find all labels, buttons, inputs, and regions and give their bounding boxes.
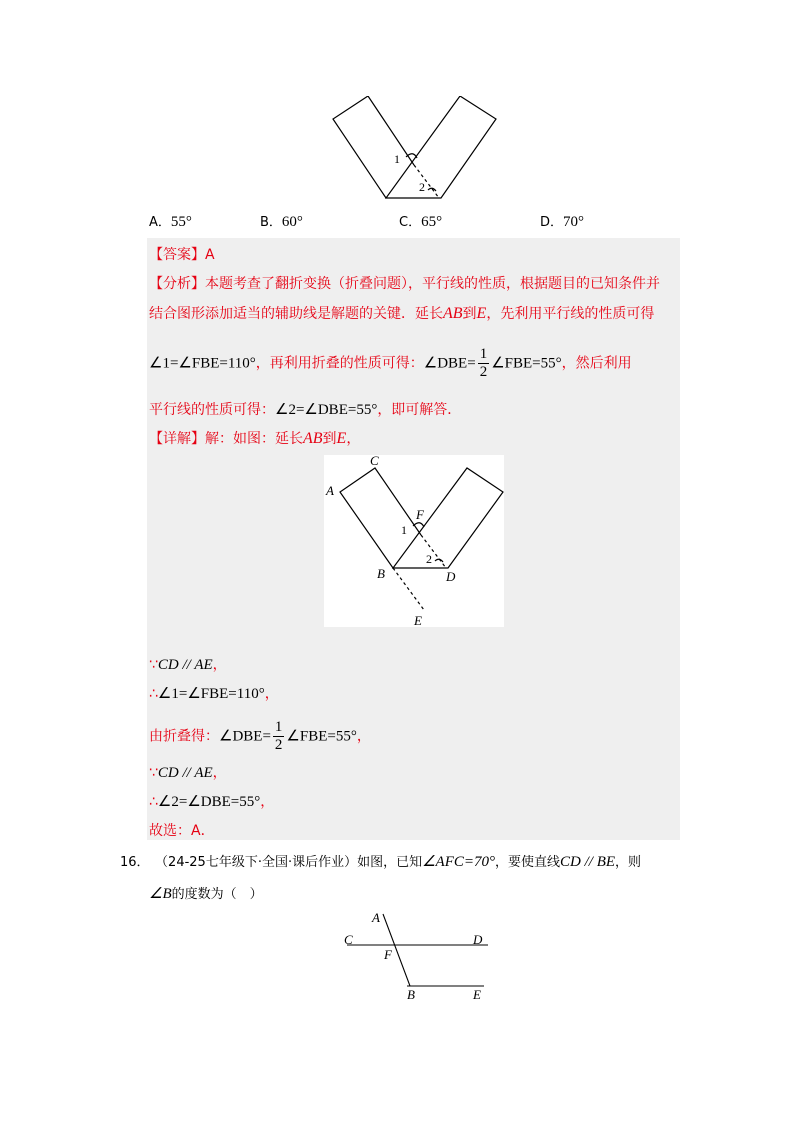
question-number: 16．: [120, 855, 150, 870]
fig3-label-A: A: [372, 910, 380, 925]
step-4: ∵CD // AE，: [149, 765, 227, 781]
label-D: D: [446, 569, 456, 584]
label-A: A: [326, 483, 334, 498]
solution-figure: [324, 455, 504, 627]
option-b[interactable]: B．60°: [260, 214, 303, 230]
fig3-label-C: C: [344, 932, 353, 947]
label-E: E: [414, 613, 422, 627]
analysis-line-3: ∠1=∠FBE=110°，再利用折叠的性质可得：∠DBE= $\frac{1}{2}$ ∠FBE=55°，然后利用: [149, 346, 632, 380]
option-c[interactable]: C．65°: [399, 214, 443, 230]
question-16-line-2: ∠B的度数为（ ）: [149, 886, 263, 902]
label-B: B: [377, 566, 385, 581]
fig3-label-E: E: [473, 987, 481, 1002]
analysis-line-1: 【分析】本题考查了翻折变换（折叠问题），平行线的性质，根据题目的已知条件并: [149, 276, 660, 292]
label-2: 2: [426, 552, 432, 566]
folded-strip-figure: [330, 96, 500, 202]
solution-figure-box: [324, 455, 504, 627]
label-F: F: [416, 507, 424, 522]
step-3: 由折叠得：∠DBE= $\frac{1}{2}$ ∠FBE=55°，: [149, 719, 371, 753]
detail-line: 【详解】解：如图：延长AB到E，: [149, 430, 361, 447]
option-a[interactable]: A．55°: [149, 214, 192, 230]
fig3-label-F: F: [384, 947, 392, 962]
step-1: ∵CD // AE，: [149, 657, 227, 673]
analysis-line-4: 平行线的性质可得：∠2=∠DBE=55°，即可解答．: [149, 402, 462, 418]
answer-line: 【答案】A: [149, 247, 215, 263]
choice-line: 故选：A．: [149, 823, 215, 839]
label-C: C: [370, 455, 379, 468]
question-16-line-1: 16． （24-25七年级下·全国·课后作业）如图，已知∠AFC=70°，要使直线CD // BE，则: [120, 854, 642, 870]
step-2: ∴∠1=∠FBE=110°，: [149, 686, 279, 702]
option-d[interactable]: D．70°: [540, 214, 585, 230]
analysis-line-2: 结合图形添加适当的辅助线是解题的关键．延长AB到E，先利用平行线的性质可得: [149, 305, 655, 322]
fraction-half-2: $\frac{1}{2}$: [274, 719, 283, 753]
fig3-label-D: D: [473, 932, 483, 947]
parallel-lines-figure: [340, 905, 500, 1005]
step-5: ∴∠2=∠DBE=55°，: [149, 794, 275, 810]
label-1: 1: [401, 523, 407, 537]
figure1-label-1: 1: [394, 152, 400, 166]
figure1-label-2: 2: [419, 180, 425, 194]
fig3-label-B: B: [407, 987, 415, 1002]
fraction-half: $\frac{1}{2}$: [479, 346, 488, 380]
